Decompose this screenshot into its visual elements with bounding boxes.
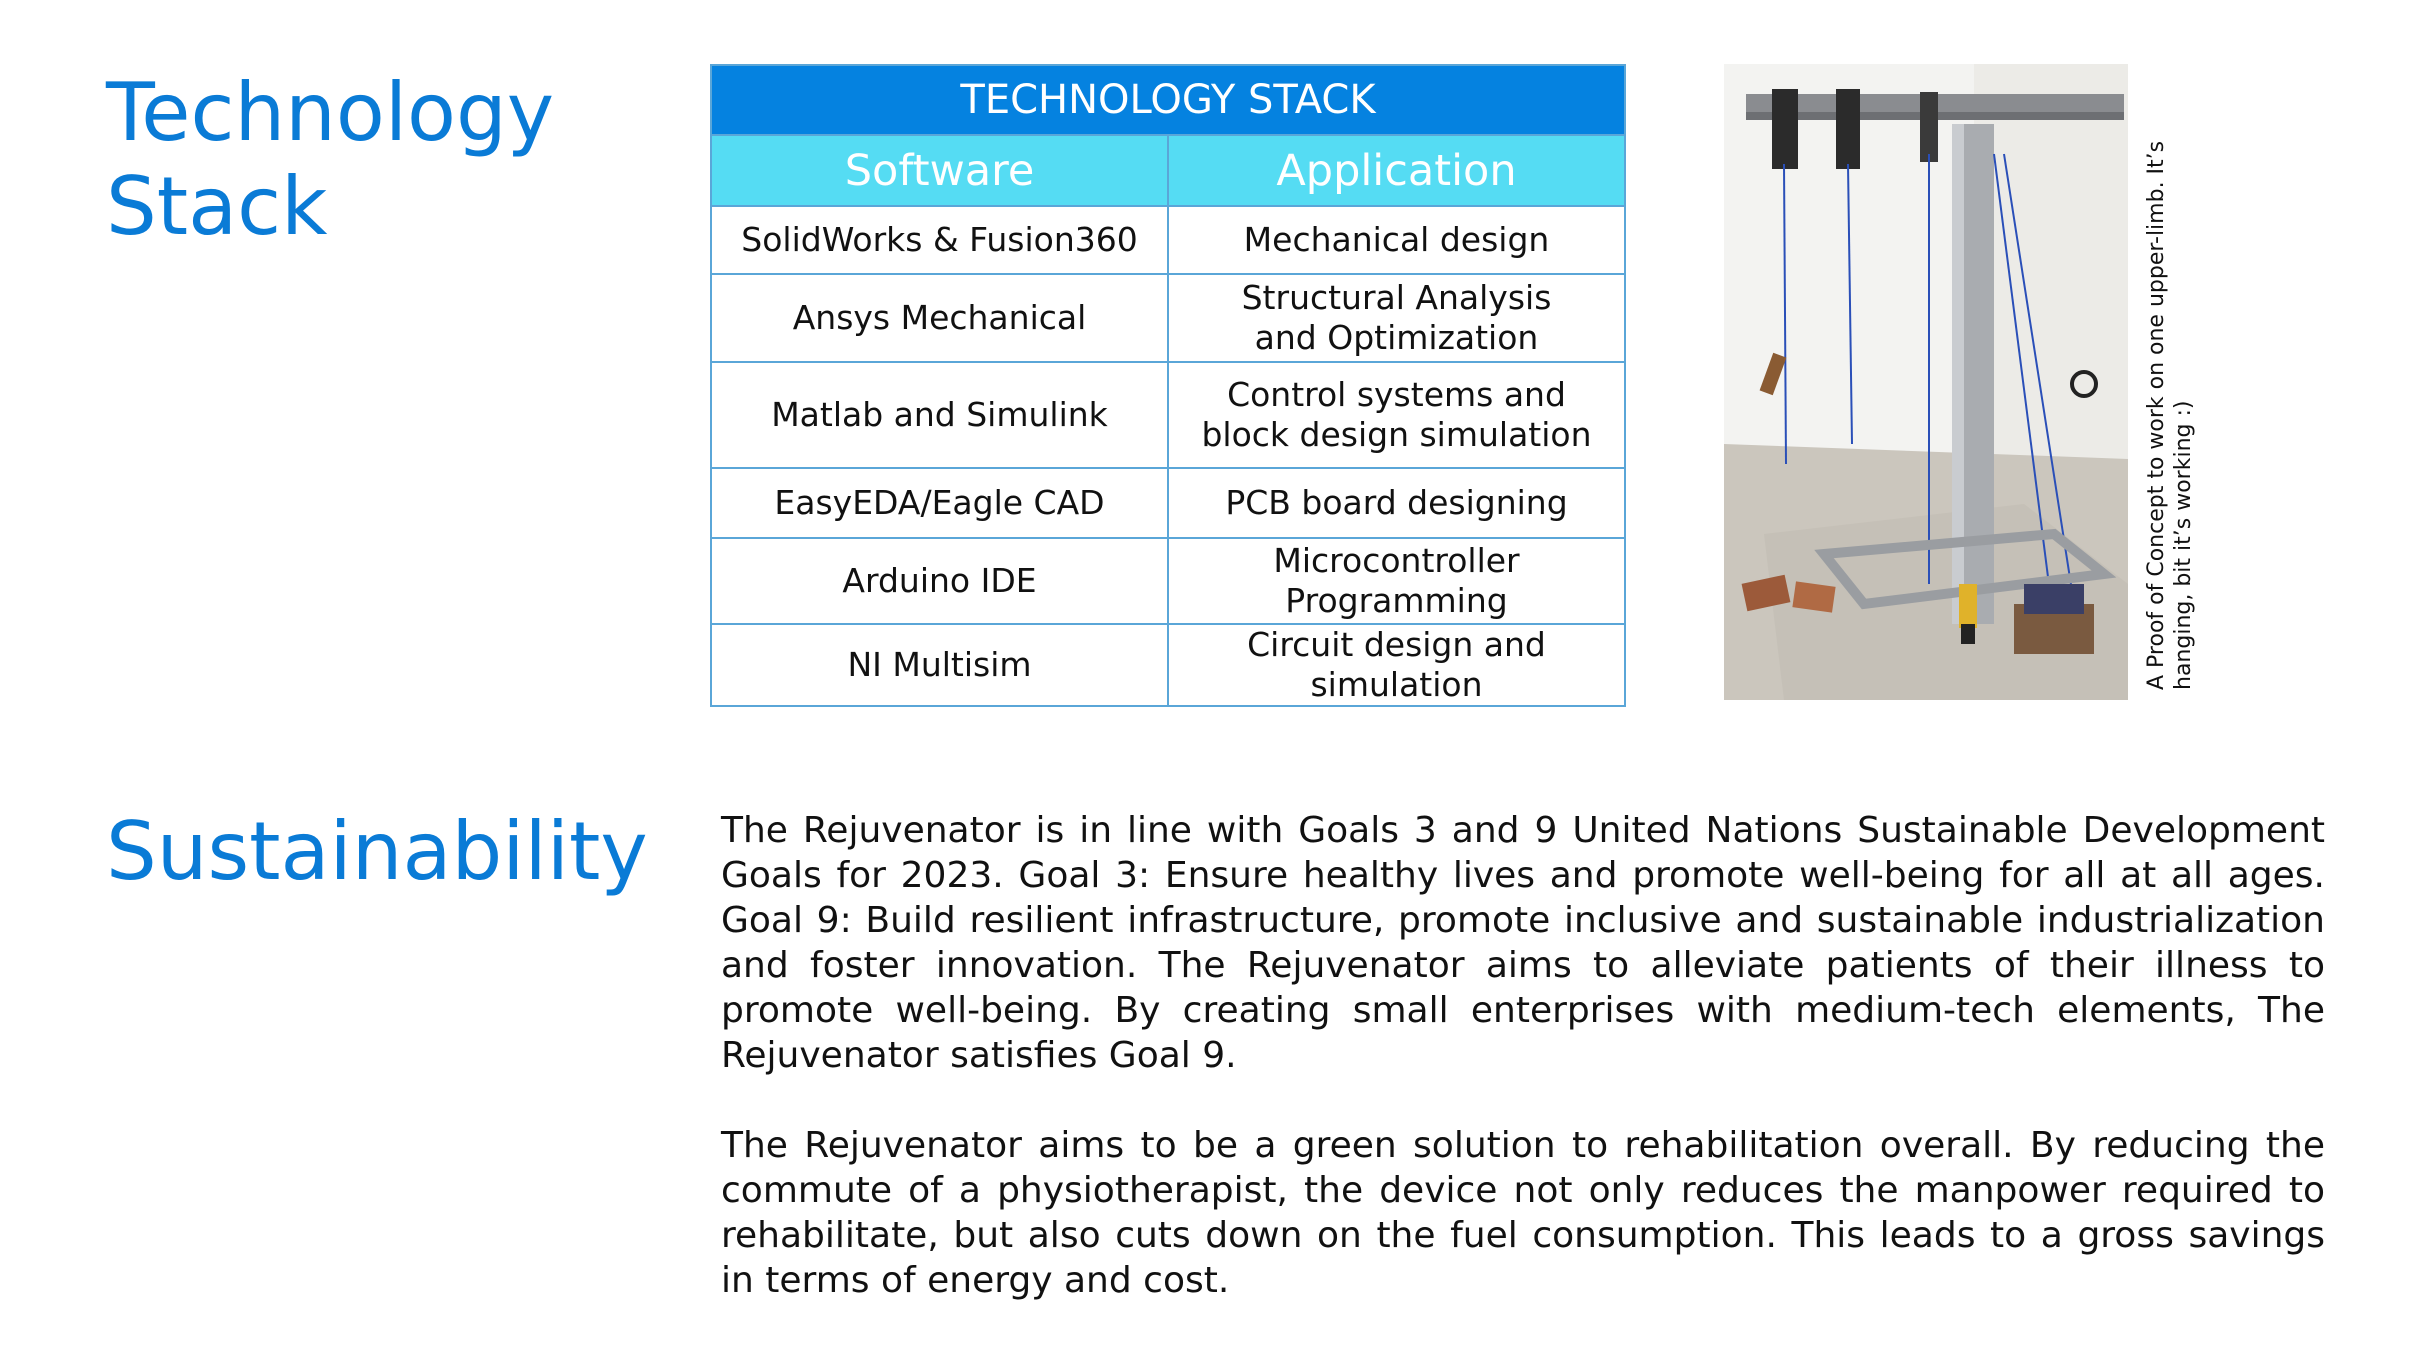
application-line: and Optimization <box>1254 318 1539 357</box>
application-line: Microcontroller <box>1273 541 1520 580</box>
application-line: Mechanical design <box>1243 220 1550 259</box>
application-cell <box>1168 624 1625 706</box>
software-cell: Arduino IDE <box>711 538 1168 624</box>
table-body <box>711 206 1625 706</box>
software-cell: SolidWorks & Fusion360 <box>711 206 1168 274</box>
table-row <box>711 624 1625 706</box>
table-header-row <box>711 135 1625 206</box>
technology-stack-table <box>710 64 1626 707</box>
software-cell: EasyEDA/Eagle CAD <box>711 468 1168 538</box>
sustainability-paragraph-2: The Rejuvenator aims to be a green solution to rehabilitation overall. By reducing the commute of a physiotherapist, the device not only reduces the manpower required to rehabilitate, but also cuts down on the fuel consumption. This leads to a gross savings in terms of energy and cost. <box>721 1125 2325 1301</box>
table-row <box>711 538 1625 624</box>
application-line: Structural Analysis <box>1241 278 1552 317</box>
application-line: PCB board designing <box>1225 483 1568 522</box>
photo-caption <box>2143 90 2197 690</box>
sustainability-heading: Sustainability <box>106 805 648 898</box>
application-cell <box>1168 206 1625 274</box>
software-cell: NI Multisim <box>711 624 1168 706</box>
table-row <box>711 362 1625 468</box>
application-cell <box>1168 274 1625 362</box>
application-cell <box>1168 362 1625 468</box>
application-line: Control systems and <box>1227 375 1566 414</box>
table-row <box>711 468 1625 538</box>
software-cell: Ansys Mechanical <box>711 274 1168 362</box>
proof-of-concept-photo <box>1724 64 2128 700</box>
rehab-frame-illustration <box>1724 64 2128 700</box>
table-row <box>711 274 1625 362</box>
caption-line-2: hanging, bit it’s working :) <box>2171 400 2196 690</box>
application-line: Programming <box>1285 581 1508 620</box>
application-line: block design simulation <box>1201 415 1592 454</box>
application-cell <box>1168 468 1625 538</box>
technology-stack-heading: Technology Stack <box>106 66 555 254</box>
column-header-software: Software <box>711 135 1168 206</box>
table-title-row <box>711 65 1625 135</box>
sustainability-paragraph-1: The Rejuvenator is in line with Goals 3 and 9 United Nations Sustainable Development Goals for 2023. Goal 3: Ensure healthy lives and promote well-being for all at all ages. Goal 9: Build resilient infrastructure, promote inclusive and sustainable industrialization and foster innovation. The Rejuvenator aims to alleviate patients of their illness to promote well-being. By creating small enterprises with medium-tech elements, The Rejuvenator satisfies Goal 9. <box>721 810 2325 1076</box>
application-cell <box>1168 538 1625 624</box>
table-title: TECHNOLOGY STACK <box>711 65 1625 135</box>
column-header-application: Application <box>1168 135 1625 206</box>
caption-line-1: A Proof of Concept to work on one upper-limb. It’s <box>2144 140 2169 690</box>
table-row <box>711 206 1625 274</box>
software-cell: Matlab and Simulink <box>711 362 1168 468</box>
application-line: Circuit design and simulation <box>1247 625 1546 704</box>
